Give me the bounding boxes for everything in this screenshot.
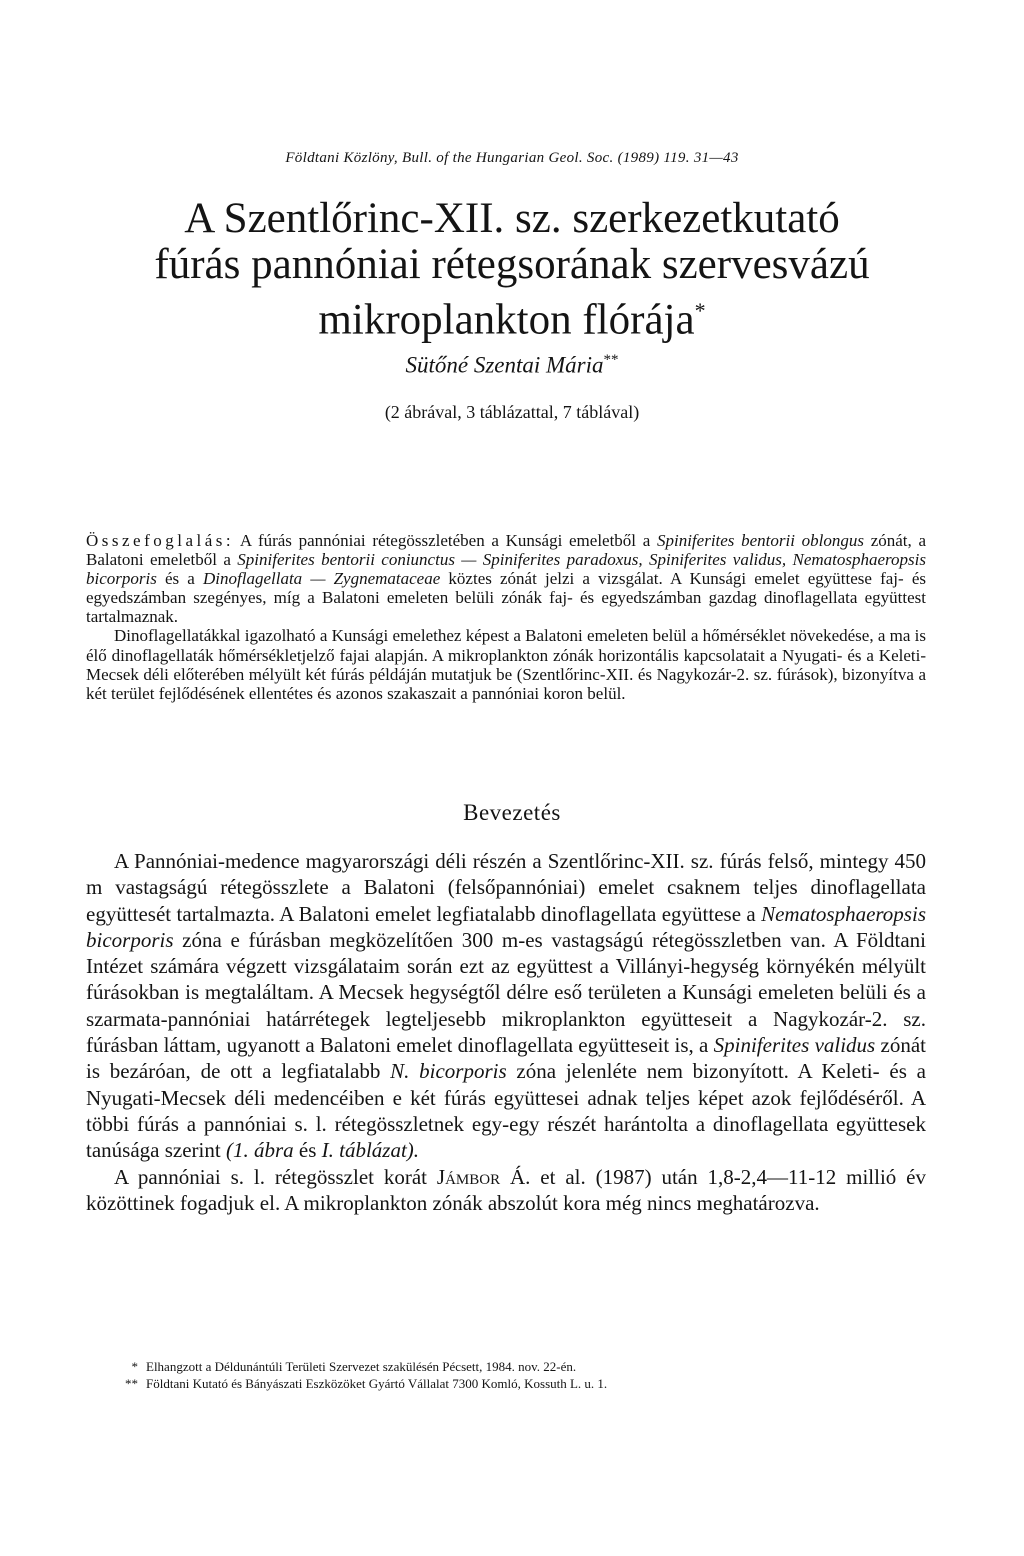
footnote-text: Földtani Kutató és Bányászati Eszközöket Gyártó Vállalat 7300 Komló, Kossuth L. u. 1. bbox=[146, 1376, 608, 1391]
author-line bbox=[0, 352, 1024, 379]
body-text-run: A pannóniai s. l. rétegösszlet korát bbox=[114, 1164, 437, 1189]
taxon-name: Nematosphaeropsis bicorporis bbox=[86, 901, 926, 952]
cited-author: Jámbor bbox=[436, 1164, 501, 1189]
title-line-1: A Szentlőrinc-XII. sz. szerkezetkutató bbox=[184, 195, 840, 242]
title-line-3 bbox=[80, 288, 944, 343]
abstract-paragraph-1 bbox=[86, 531, 926, 626]
footnote-text: Elhangzott a Déldunántúli Területi Szervezet szakülésén Pécsett, 1984. nov. 22-én. bbox=[146, 1359, 577, 1374]
abstract-label: Összefoglalás: bbox=[86, 531, 235, 550]
body-text-run: és bbox=[293, 1138, 322, 1163]
taxon-name: Spiniferites bentorii oblongus bbox=[656, 531, 864, 550]
footnotes bbox=[114, 1358, 954, 1392]
abstract-text: A fúrás pannóniai rétegösszletében a Kunsági emeletből a bbox=[234, 531, 657, 550]
taxon-name: Dinoflagellata — Zygnemataceae bbox=[203, 569, 441, 589]
body-text-run: zóna e fúrásban megközelítően 300 m-es vastagságú rétegösszletben van. A Földtani Intézet számára végzett vizsgálataim során ezt az együttest a Villányi-hegység környékén mélyült fúrásokban is megtaláltam. A Mecsek hegységtől délre eső területen a Kunsági emeleten belüli és a szarmata-pannóniai határrétegek legteljesebb mikroplankton együtteseit a Nagykozár-2. sz. fúrásban láttam, ugyanott a Balatoni emelet dinoflagellata együtteseit is, a bbox=[86, 927, 926, 1058]
body-paragraph-2 bbox=[86, 1164, 926, 1217]
body-text-run: zónát is bezáróan, de ott a legfiatalabb bbox=[86, 1033, 926, 1084]
body-text-run: zóna jelenléte nem bizonyított. A Keleti- és a Nyugati-Mecsek déli medencéiben e két fúrás együttesei adnak teljes képet azok fejlődéséről. A többi fúrás a pannóniai s. l. rétegösszletnek egy-egy részét harántolta a dinoflagellata együttesek tanúsága szerint bbox=[86, 1059, 926, 1163]
footnote-marker: ** bbox=[125, 1376, 138, 1391]
abstract-text: és a bbox=[156, 569, 204, 589]
taxon-name: Spiniferites bentorii coniunctus — Spiniferites paradoxus, Spiniferites validus, Nematosphaeropsis bicorporis bbox=[86, 550, 926, 589]
section-heading: Bevezetés bbox=[463, 800, 561, 825]
taxon-name: N. bicorporis bbox=[390, 1059, 507, 1084]
body-text-run: A Pannóniai-medence magyarországi déli részén a Szentlőrinc-XII. sz. fúrás felső, mintegy 450 m vastagságú rétegösszlete a Balatoni (felsőpannóniai) emelet csaknem teljes dinoflagellata együttesét tartalmazta. A Balatoni emelet legfiatalabb dinoflagellata együttese a bbox=[86, 849, 926, 926]
abstract-paragraph-2: Dinoflagellatákkal igazolható a Kunsági emelethez képest a Balatoni emeleten belül a hőmérséklet növekedése, a ma is élő dinoflagellaták hőmérsékletjelző fajai alapján. A mikroplankton zónák horizontális kapcsolatait a Nyugati- és a Keleti-Mecsek déli előterében mélyült két fúrás példáján mutatjuk be (Szentlőrinc-XII. és Nagykozár-2. sz. fúrások), bizonyítva a két terület fejlődésének ellentétes és azonos szakaszait a pannóniai koron belül. bbox=[86, 626, 926, 703]
author-footnote-marker: ** bbox=[603, 352, 619, 368]
footnote-marker: * bbox=[131, 1359, 138, 1374]
body-text bbox=[86, 848, 926, 1216]
abstract-text: zónát, a Balatoni emeletből a bbox=[86, 531, 927, 570]
body-paragraph-1 bbox=[86, 848, 926, 1164]
journal-citation: Földtani Közlöny, Bull. of the Hungarian Geol. Soc. (1989) 119. 31—43 bbox=[285, 150, 739, 166]
footnote-2 bbox=[114, 1375, 954, 1392]
title-footnote-marker: * bbox=[694, 298, 706, 323]
abstract-text: köztes zónát jelzi a vizsgálat. A Kunsági emelet együttese faj- és egyedszámban szegényes, míg a Balatoni emeleten belüli zónák faj- és egyedszámban gazdag dinoflagellata együttest tartalmaznak. bbox=[86, 569, 926, 627]
title-line-2: fúrás pannóniai rétegsorának szervesvázú bbox=[154, 241, 870, 288]
footnote-1 bbox=[114, 1358, 954, 1375]
table-reference: I. táblázat). bbox=[321, 1138, 420, 1163]
taxon-name: Spiniferites validus bbox=[713, 1033, 876, 1058]
body-text-run: Á. et al. (1987) után 1,8-2,4—11-12 millió év közöttinek fogadjuk el. A mikroplankton zónák abszolút kora még nincs meghatározva. bbox=[86, 1164, 926, 1215]
abstract bbox=[86, 531, 926, 703]
title-line-3-text: mikroplankton flórája bbox=[318, 296, 695, 344]
article-title bbox=[80, 196, 944, 343]
figure-reference: (1. ábra bbox=[225, 1138, 294, 1163]
author-name: Sütőné Szentai Mária bbox=[405, 352, 604, 378]
illustration-note: (2 ábrával, 3 táblázattal, 7 táblával) bbox=[384, 402, 640, 422]
